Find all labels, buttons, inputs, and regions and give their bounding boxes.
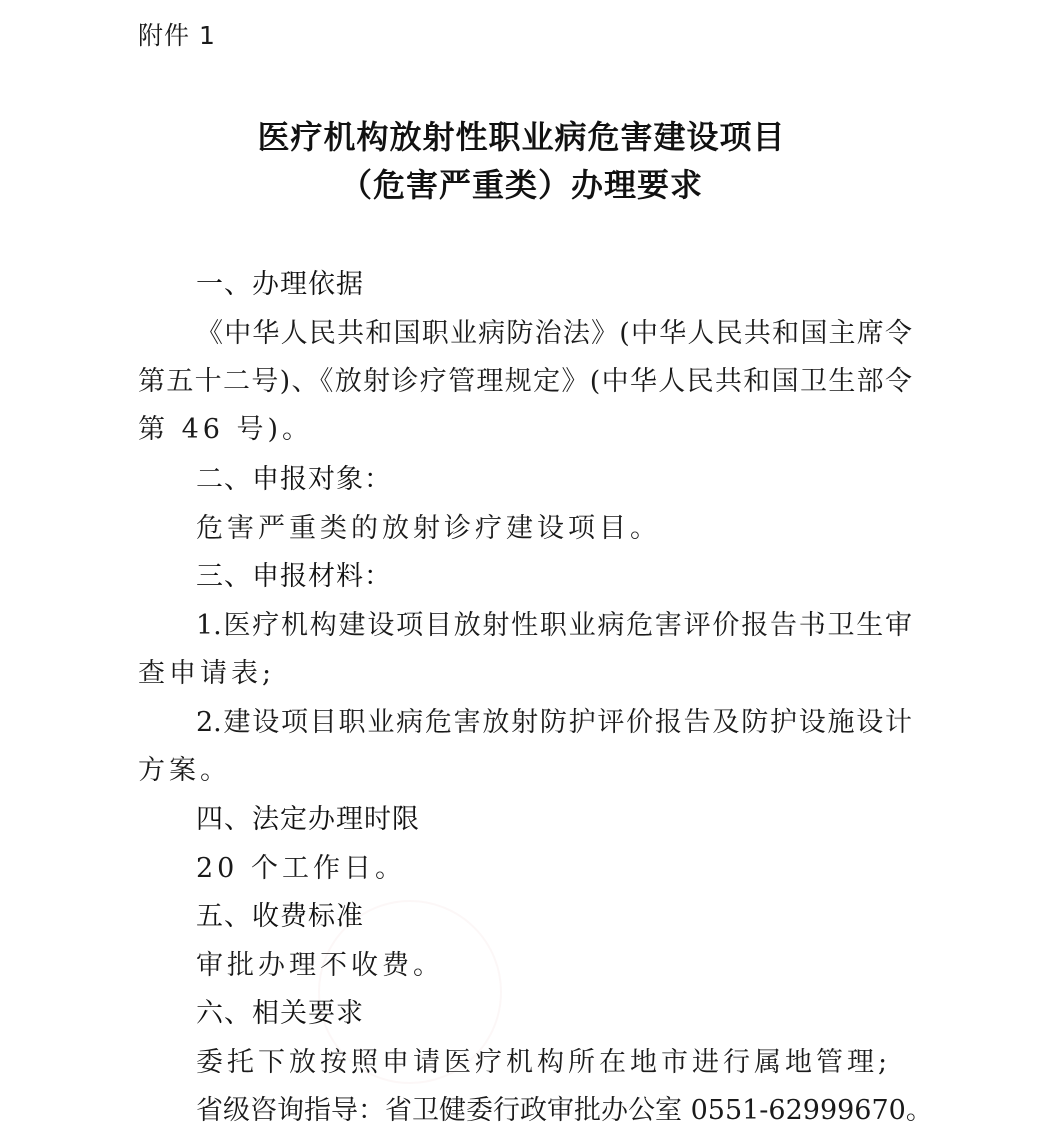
section-heading-applicant: 二、申报对象： bbox=[196, 464, 392, 495]
paragraph-line: 20 个工作日。 bbox=[196, 853, 406, 884]
paragraph-line: 第 46 号)。 bbox=[138, 414, 314, 445]
paragraph-line: 审批办理不收费。 bbox=[196, 950, 444, 981]
section-heading-basis: 一、办理依据 bbox=[196, 269, 364, 300]
document-title-line-1: 医疗机构放射性职业病危害建设项目 bbox=[257, 118, 786, 156]
paragraph-line: 1.医疗机构建设项目放射性职业病危害评价报告书卫生审 bbox=[196, 610, 912, 641]
section-heading-materials: 三、申报材料： bbox=[196, 561, 392, 592]
paragraph-line: 查申请表; bbox=[138, 658, 276, 689]
paragraph-line: 第五十二号)、《放射诊疗管理规定》(中华人民共和国卫生部令 bbox=[138, 366, 912, 397]
section-heading-time-limit: 四、法定办理时限 bbox=[196, 804, 420, 835]
paragraph-line: 2.建设项目职业病危害放射防护评价报告及防护设施设计 bbox=[196, 707, 912, 738]
paragraph-line: 危害严重类的放射诊疗建设项目。 bbox=[196, 513, 661, 544]
paragraph-line: 方案。 bbox=[138, 755, 231, 786]
section-heading-requirements: 六、相关要求 bbox=[196, 998, 364, 1029]
paragraph-line: 委托下放按照申请医疗机构所在地市进行属地管理; bbox=[196, 1047, 892, 1078]
paragraph-line: 《中华人民共和国职业病防治法》(中华人民共和国主席令 bbox=[196, 318, 912, 349]
paragraph-line: 省级咨询指导：省卫健委行政审批办公室 0551-62999670。 bbox=[196, 1095, 933, 1126]
attachment-label: 附件 1 bbox=[138, 21, 216, 50]
section-heading-fees: 五、收费标准 bbox=[196, 901, 364, 932]
document-title-line-2: （危害严重类）办理要求 bbox=[339, 166, 703, 204]
